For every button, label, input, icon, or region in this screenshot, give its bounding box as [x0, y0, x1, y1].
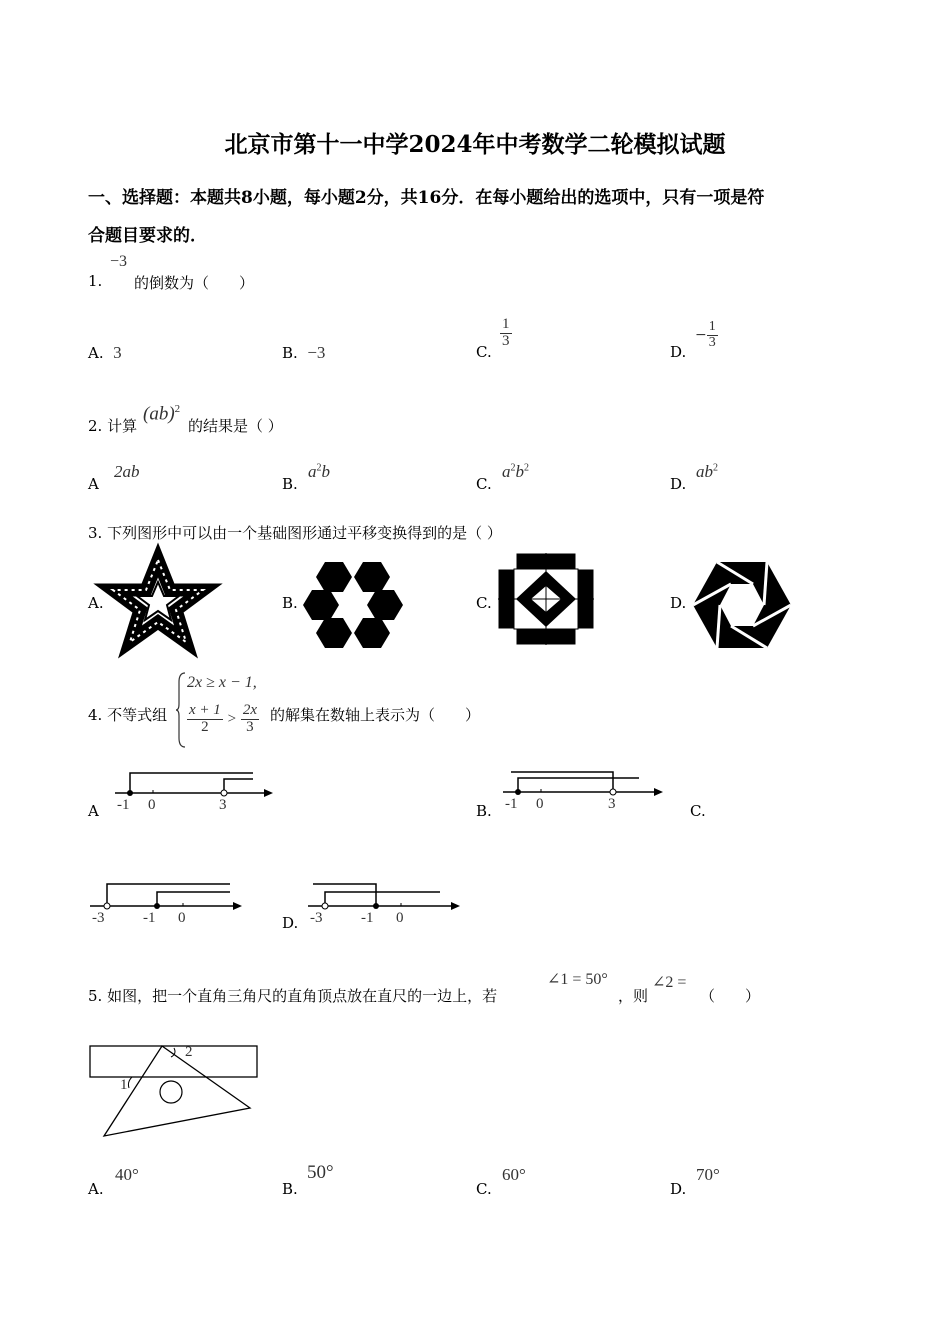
angle-label-1: 1 [120, 1077, 128, 1093]
q5-paren: （ ） [700, 987, 761, 1005]
q3-figure-d-aperture [693, 562, 791, 648]
option-value: 3 [113, 343, 122, 362]
question-3: 3. 下列图形中可以由一个基础图形通过平移变换得到的是（ ） [88, 524, 502, 542]
question-1 [88, 272, 102, 290]
q5-ask: ∠2 = [652, 974, 687, 991]
q5-mid: ，则 [618, 987, 649, 1005]
tick-label: -1 [505, 796, 518, 812]
q3-figure-b-hexagons [303, 562, 403, 648]
q3-figure-a-star-film [108, 552, 208, 647]
q4-number-line-a [115, 770, 275, 800]
q5-option-d-value: 70° [696, 1165, 720, 1184]
q3-figure-c-square-pattern [498, 553, 594, 645]
q5-condition: ∠1 = 50° [547, 971, 608, 988]
q2-option-a-value: 2ab [114, 462, 140, 481]
angle-label-2: 2 [185, 1044, 193, 1060]
tick-label: 3 [608, 796, 616, 812]
q4-number-line-d [308, 880, 463, 910]
question-4: 4. 不等式组 [88, 706, 168, 724]
tick-label: 3 [219, 797, 227, 813]
q4-option-b[interactable]: B. [476, 802, 492, 820]
question-number: 1. [88, 272, 103, 290]
q1-option-c-fraction: $\frac{1}{3}$ [502, 316, 510, 349]
tick-label: 0 [178, 910, 186, 926]
tick-label: -3 [92, 910, 105, 926]
q1-option-b[interactable]: B. −3 [282, 343, 326, 362]
q4-option-c[interactable]: C. [690, 802, 706, 820]
q1-text: 的倒数为（ ） [134, 274, 255, 292]
question-2: 2. 计算 [88, 417, 138, 435]
q4-number-line-b [503, 768, 665, 798]
q4-inequality-2: $\frac{x + 1}{2}$ > $\frac{2x}{3}$ [189, 702, 257, 735]
q3-option-a[interactable]: A. [88, 594, 104, 612]
q2-option-c[interactable]: C. [476, 475, 492, 493]
q2-text: 的结果是（ ） [188, 417, 283, 435]
tick-label: -1 [117, 797, 130, 813]
q4-inequality-1: 2x ≥ x − 1, [187, 674, 257, 691]
q2-expression: (ab)$^2$ [143, 403, 181, 425]
q5-option-c-value: 60° [502, 1165, 526, 1184]
section-header-line2: 合题目要求的． [88, 226, 207, 246]
tick-label: 0 [536, 796, 544, 812]
q2-option-b-value: $a^2b$ [308, 462, 330, 481]
q5-option-b-value: 50° [307, 1162, 334, 1183]
q3-option-c[interactable]: C. [476, 594, 492, 612]
tick-label: -3 [310, 910, 323, 926]
q2-option-d[interactable]: D. [670, 475, 687, 493]
q4-text: 的解集在数轴上表示为（ ） [270, 706, 481, 724]
question-5: 5. 如图，把一个直角三角尺的直角顶点放在直尺的一边上，若 [88, 987, 498, 1005]
q2-option-d-value: $ab^2$ [696, 462, 718, 481]
q4-system-brace [176, 672, 186, 748]
q5-ruler-triangle-figure [88, 1040, 263, 1140]
q3-option-d[interactable]: D. [670, 594, 687, 612]
tick-label: -1 [143, 910, 156, 926]
q4-number-line-c [90, 880, 245, 910]
q1-option-d-fraction: − $\frac{1}{3}$ [695, 319, 716, 350]
q1-option-c[interactable]: C. [476, 343, 492, 361]
q4-option-d[interactable]: D. [282, 914, 299, 932]
q2-option-a[interactable]: A [88, 475, 99, 493]
tick-label: 0 [148, 797, 156, 813]
q5-option-b[interactable]: B. [282, 1180, 298, 1198]
q5-option-d[interactable]: D. [670, 1180, 687, 1198]
q1-expression: −3 [110, 253, 128, 270]
tick-label: -1 [361, 910, 374, 926]
q5-option-a[interactable]: A. [88, 1180, 104, 1198]
q2-option-b[interactable]: B. [282, 475, 298, 493]
q5-option-c[interactable]: C. [476, 1180, 492, 1198]
q3-option-b[interactable]: B. [282, 594, 298, 612]
option-value: −3 [307, 343, 326, 362]
q1-option-a[interactable]: A. 3 [88, 343, 122, 362]
q4-option-a[interactable]: A [88, 802, 99, 820]
q1-option-d[interactable]: D. [670, 343, 687, 361]
q2-option-c-value: $a^2b^2$ [502, 462, 529, 481]
q5-option-a-value: 40° [115, 1165, 139, 1184]
page-title: 北京市第十一中学2024年中考数学二轮模拟试题 [224, 131, 726, 158]
tick-label: 0 [396, 910, 404, 926]
section-header-line1: 一、选择题：本题共8小题，每小题2分，共16分．在每小题给出的选项中，只有一项是符 [88, 188, 765, 208]
